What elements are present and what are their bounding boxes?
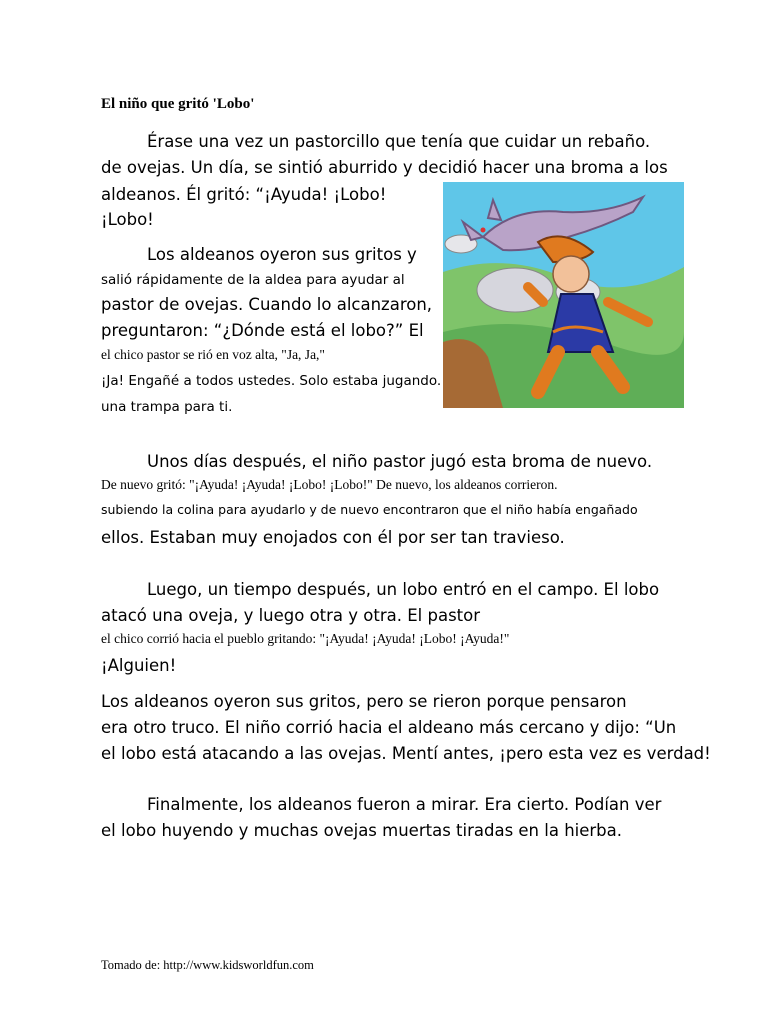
paragraph-1-line-4: ¡Lobo!: [101, 210, 154, 229]
paragraph-4-line-4: ¡Alguien!: [101, 656, 177, 675]
paragraph-4-line-3: el chico corrió hacia el pueblo gritando: "¡Ayuda! ¡Ayuda! ¡Lobo! ¡Ayuda!": [101, 631, 510, 646]
paragraph-5-line-1: Los aldeanos oyeron sus gritos, pero se rieron porque pensaron: [101, 692, 627, 711]
paragraph-2-line-3: pastor de ovejas. Cuando lo alcanzaron,: [101, 295, 433, 314]
paragraph-4-line-2: atacó una oveja, y luego otra y otra. El pastor: [101, 606, 481, 625]
paragraph-3-line-2: De nuevo gritó: "¡Ayuda! ¡Ayuda! ¡Lobo! ¡Lobo!" De nuevo, los aldeanos corrieron.: [101, 477, 558, 492]
paragraph-1-line-3: aldeanos. Él gritó: “¡Ayuda! ¡Lobo!: [101, 185, 387, 204]
paragraph-6-line-1: Finalmente, los aldeanos fueron a mirar. Era cierto. Podían ver: [147, 795, 662, 814]
paragraph-3-line-1: Unos días después, el niño pastor jugó esta broma de nuevo.: [147, 452, 653, 471]
paragraph-2-line-7: una trampa para ti.: [101, 399, 233, 415]
paragraph-2-line-1: Los aldeanos oyeron sus gritos y: [147, 245, 417, 264]
paragraph-5-line-2: era otro truco. El niño corrió hacia el aldeano más cercano y dijo: “Un: [101, 718, 677, 737]
paragraph-3-line-4: ellos. Estaban muy enojados con él por ser tan travieso.: [101, 528, 565, 547]
paragraph-5-line-3: el lobo está atacando a las ovejas. Mentí antes, ¡pero esta vez es verdad!: [101, 744, 711, 763]
paragraph-2-line-6: ¡Ja! Engañé a todos ustedes. Solo estaba jugando.: [101, 373, 442, 389]
source-footer: Tomado de: http://www.kidsworldfun.com: [101, 958, 314, 972]
paragraph-1-line-2: de ovejas. Un día, se sintió aburrido y decidió hacer una broma a los: [101, 158, 668, 177]
paragraph-2-line-5: el chico pastor se rió en voz alta, "Ja, Ja,": [101, 347, 325, 362]
paragraph-2-line-4: preguntaron: “¿Dónde está el lobo?” El: [101, 321, 424, 340]
boy-and-wolf-illustration: [443, 182, 684, 408]
paragraph-6-line-2: el lobo huyendo y muchas ovejas muertas tiradas en la hierba.: [101, 821, 623, 840]
paragraph-2-line-2: salió rápidamente de la aldea para ayudar al: [101, 272, 405, 288]
story-title: El niño que gritó 'Lobo': [101, 96, 255, 112]
paragraph-4-line-1: Luego, un tiempo después, un lobo entró en el campo. El lobo: [147, 580, 660, 599]
paragraph-1-line-1: Érase una vez un pastorcillo que tenía que cuidar un rebaño.: [147, 132, 651, 151]
paragraph-3-line-3: subiendo la colina para ayudarlo y de nuevo encontraron que el niño había engañado: [101, 502, 638, 517]
